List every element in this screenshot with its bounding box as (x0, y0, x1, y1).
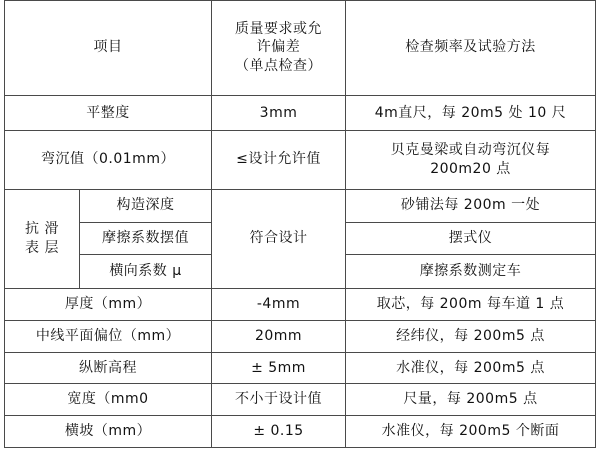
header-requirement-line1: 质量要求或允 (235, 20, 322, 37)
row-method-line1: 贝克曼梁或自动弯沉仪每 (390, 142, 551, 159)
group-requirement-value: 符合设计 (249, 230, 308, 247)
table-row (5, 353, 596, 384)
row-requirement-cell (212, 288, 346, 320)
header-requirement-line3: （单点检查） (235, 58, 322, 75)
row-method-cell (346, 255, 596, 288)
row-method-text: 摆式仪 (448, 230, 493, 247)
table-row (5, 415, 596, 447)
row-method-text: 水准仪，每 200m5 点 (396, 359, 545, 376)
row-method-text: 摩擦系数测定车 (419, 262, 522, 279)
row-requirement-cell (212, 95, 346, 130)
group-label-cell (5, 189, 80, 288)
row-requirement-value: -4mm (256, 295, 301, 312)
row-item-cell (5, 384, 212, 415)
row-item-label: 纵断高程 (79, 359, 137, 376)
table-row (5, 320, 596, 352)
header-method-cell (346, 1, 596, 96)
row-method-text: 取芯，每 200m 每车道 1 点 (376, 295, 565, 312)
row-item-cell (5, 288, 212, 320)
row-requirement-value: ± 0.15 (253, 422, 304, 439)
sub-item-cell (80, 255, 212, 288)
table-row (5, 189, 596, 222)
row-item-cell (5, 320, 212, 352)
row-method-cell (346, 131, 596, 190)
table-row (5, 288, 596, 320)
row-item-label: 横坡（mm） (64, 422, 152, 439)
row-requirement-cell (212, 131, 346, 190)
row-item-cell (5, 353, 212, 384)
row-method-text: 4m直尺，每 20m5 处 10 尺 (374, 104, 567, 121)
header-requirement-line2: 许偏差 (256, 39, 301, 56)
row-method-cell (346, 288, 596, 320)
row-requirement-cell (212, 384, 346, 415)
header-requirement-cell (212, 1, 346, 96)
row-item-cell (5, 415, 212, 447)
row-method-cell (346, 415, 596, 447)
row-requirement-value: 不小于设计值 (235, 391, 322, 408)
specification-table (4, 0, 596, 448)
row-method-cell (346, 95, 596, 130)
row-method-cell (346, 353, 596, 384)
row-requirement-cell (212, 353, 346, 384)
row-method-cell (346, 320, 596, 352)
row-requirement-cell (212, 415, 346, 447)
header-item-label: 项目 (93, 39, 123, 56)
row-requirement-cell (212, 320, 346, 352)
row-method-cell (346, 189, 596, 222)
row-item-label: 弯沉值（0.01mm） (41, 151, 175, 168)
sub-item-label: 横向系数 μ (109, 262, 182, 279)
row-item-label: 中线平面偏位（mm） (35, 328, 181, 345)
table-row (5, 95, 596, 130)
row-item-cell (5, 131, 212, 190)
table-row (5, 131, 596, 190)
row-method-cell (346, 222, 596, 254)
group-requirement-cell (212, 189, 346, 288)
row-requirement-value: 20mm (254, 328, 303, 345)
group-label-line2: 表 层 (25, 239, 59, 256)
sub-item-label: 构造深度 (116, 197, 175, 214)
sub-item-cell (80, 222, 212, 254)
row-item-label: 宽度（mm0 (67, 391, 149, 408)
row-requirement-value: ± 5mm (251, 359, 306, 376)
row-item-cell (5, 95, 212, 130)
row-method-text: 经纬仪，每 200m5 点 (396, 328, 545, 345)
header-method-label: 检查频率及试验方法 (405, 39, 536, 56)
row-method-cell (346, 384, 596, 415)
row-method-line2: 200m20 点 (430, 160, 511, 177)
row-requirement-value: 3mm (259, 104, 298, 121)
table-header-row (5, 1, 596, 96)
row-method-text: 砂铺法每 200m 一处 (400, 197, 541, 214)
row-item-label: 厚度（mm） (64, 295, 152, 312)
table-row (5, 384, 596, 415)
header-item-cell (5, 1, 212, 96)
row-method-text: 尺量，每 200m5 点 (403, 391, 538, 408)
row-method-text: 水准仪，每 200m5 个断面 (381, 422, 560, 439)
row-item-label: 平整度 (86, 104, 130, 121)
sub-item-label: 摩擦系数摆值 (102, 230, 189, 247)
group-label-line1: 抗 滑 (25, 220, 59, 237)
sub-item-cell (80, 189, 212, 222)
row-requirement-value: ≤设计允许值 (236, 151, 321, 168)
